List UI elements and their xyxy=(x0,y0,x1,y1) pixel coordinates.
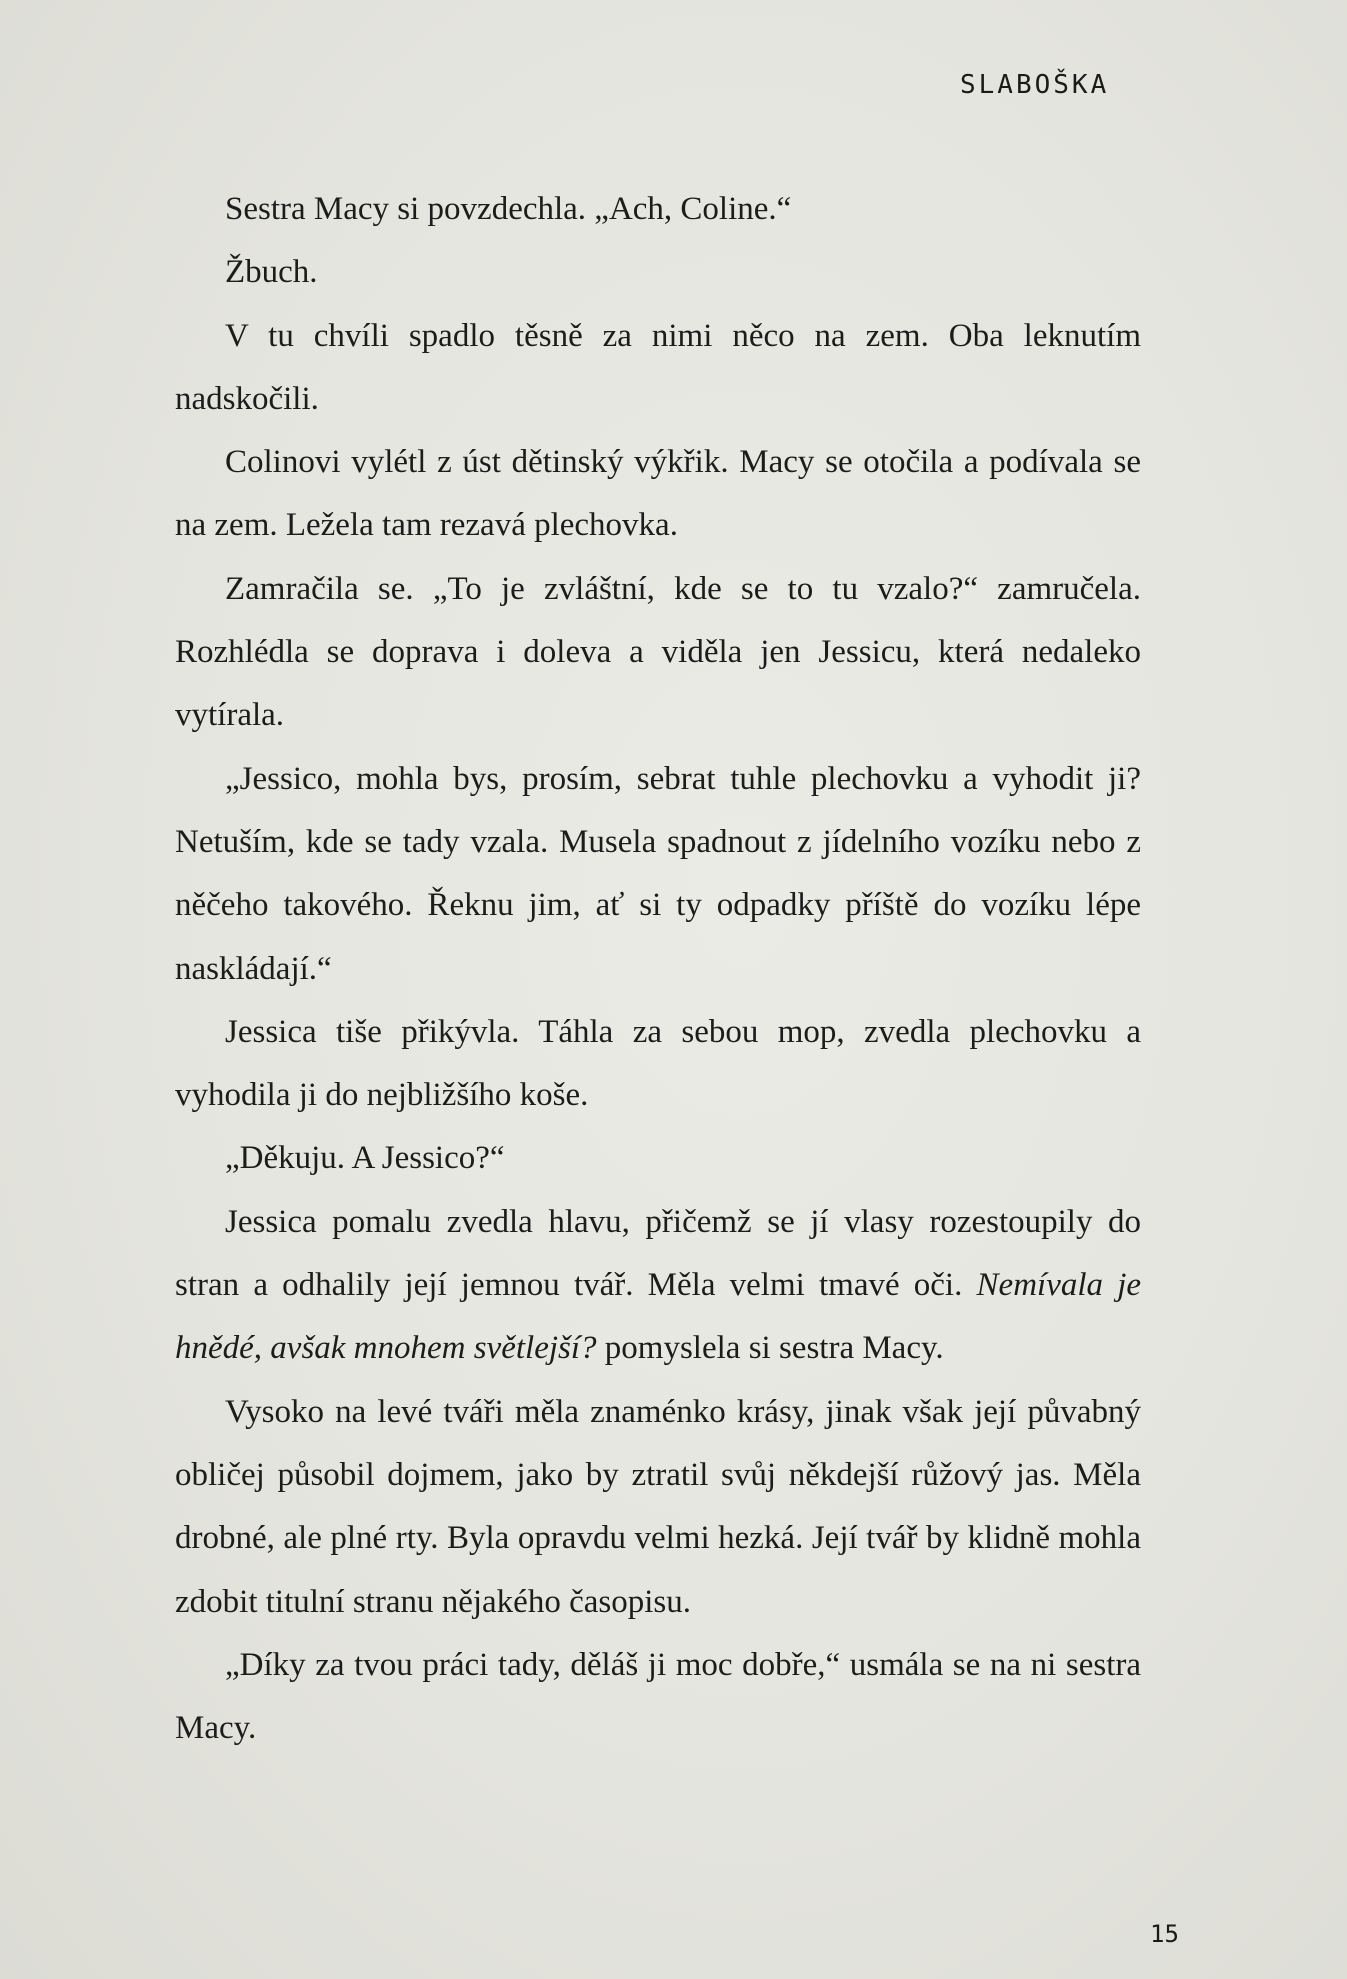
page-number: 15 xyxy=(1150,1920,1179,1948)
paragraph: „Díky za tvou práci tady, děláš ji moc dobře,“ usmála se na ni sestra Macy. xyxy=(175,1646,1141,1747)
paragraph: Vysoko na levé tváři měla znaménko krásy, jinak však její půvabný obličej působil dojmem, jako by ztratil svůj někdejší růžový jas. Měla drobné, ale plné rty. Byla opravdu velmi hezká. Její tvář by klidně mohla zdobit titulní stranu nějakého časopisu. xyxy=(175,1393,1141,1620)
running-head: SLABOŠKA xyxy=(960,70,1110,100)
paragraph: „Jessico, mohla bys, prosím, sebrat tuhle plechovku a vyhodit ji? Netuším, kde se tady vzala. Musela spadnout z jídelního vozíku nebo z něčeho takového. Řeknu jim, ať si ty odpadky příště do vozíku lépe naskládají.“ xyxy=(175,760,1141,987)
body-text xyxy=(175,178,1141,1760)
paragraph: Sestra Macy si povzdechla. „Ach, Coline.“ xyxy=(225,191,792,227)
paragraph: Žbuch. xyxy=(225,254,318,291)
paragraph: Colinovi vylétl z úst dětinský výkřik. Macy se otočila a podívala se na zem. Ležela tam rezavá plechovka. xyxy=(175,444,1141,544)
paragraph: Jessica tiše přikývla. Táhla za sebou mop, zvedla plechovku a vyhodila ji do nejbližšího koše. xyxy=(175,1013,1141,1114)
paragraph: „Děkuju. A Jessico?“ xyxy=(225,1140,505,1177)
paragraph-text: Jessica pomalu zvedla hlavu, přičemž se jí vlasy rozestoupily do stran a odhalily její jemnou tvář. Měla velmi tmavé oči. xyxy=(175,1203,1141,1304)
paragraph xyxy=(175,1191,1141,1381)
paragraph: Zamračila se. „To je zvláštní, kde se to tu vzalo?“ zamručela. Rozhlédla se doprava i doleva a viděla jen Jessicu, která nedaleko vytírala. xyxy=(175,570,1141,734)
paragraph: V tu chvíli spadlo těsně za nimi něco na zem. Oba leknutím nadskočili. xyxy=(175,317,1141,417)
paragraph-text: pomyslela si sestra Macy. xyxy=(604,1330,944,1367)
italic-thought: Nemívala je hnědé, avšak mnohem světlejší? xyxy=(175,1267,1142,1367)
